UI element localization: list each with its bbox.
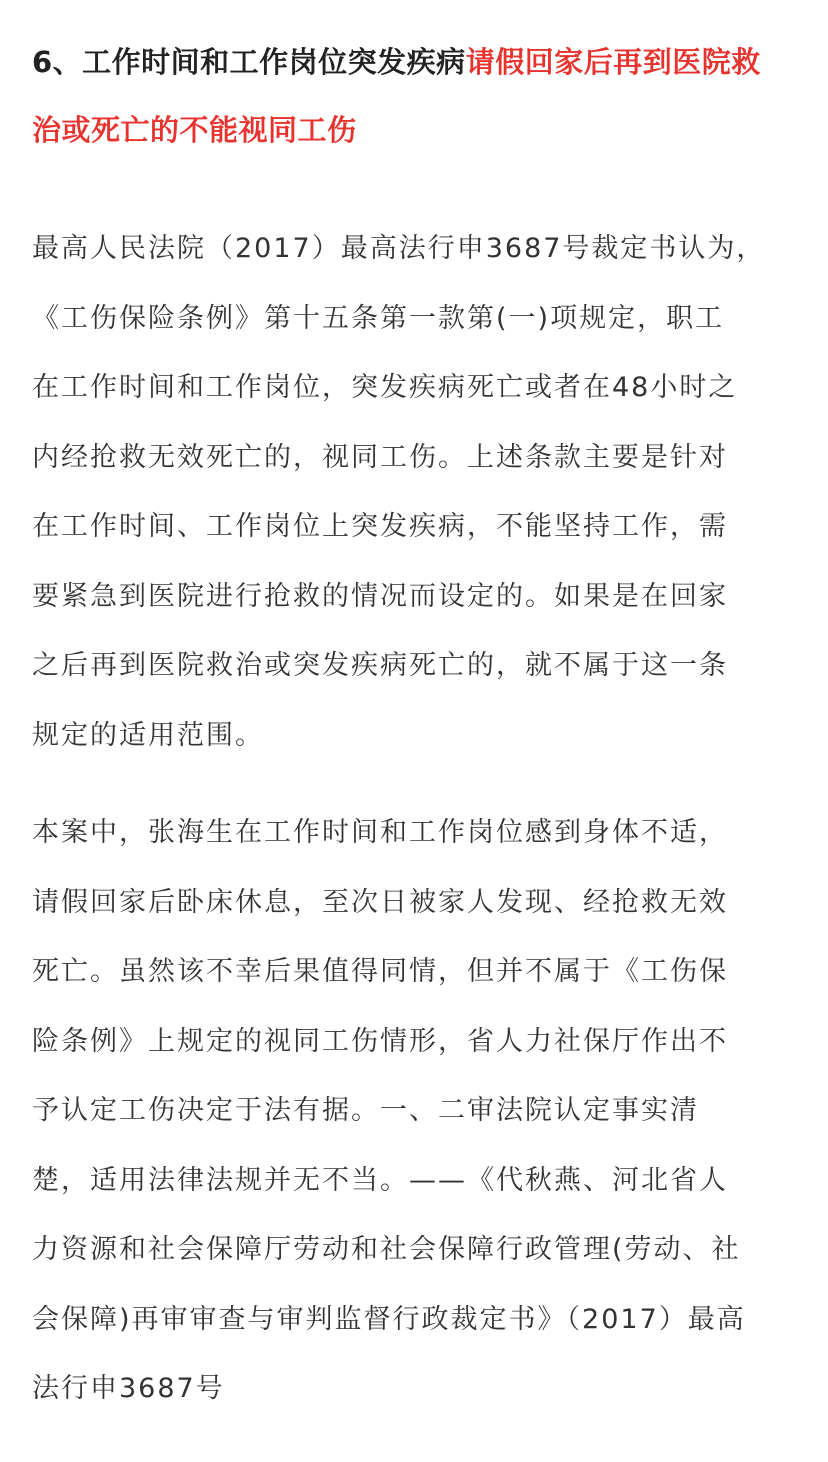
paragraph-line: 《工伤保险条例》第十五条第一款第(一)项规定，职工	[32, 302, 725, 334]
heading-prefix: 6、工作时间和工作岗位突发疾病	[32, 45, 466, 79]
paragraph-line: 最高人民法院（2017）最高法行申3687号裁定书认为，	[32, 233, 766, 264]
paragraph-line: 在工作时间和工作岗位，突发疾病死亡或者在48小时之	[32, 372, 738, 403]
paragraph-line: 险条例》上规定的视同工伤情形，省人力社保厅作出不	[32, 1025, 728, 1057]
heading-highlight-line1: 请假回家后再到医院救	[465, 45, 761, 79]
heading-highlight-line2: 治或死亡的不能视同工伤	[32, 113, 357, 147]
paragraph-line: 之后再到医院救治或突发疾病死亡的，就不属于这一条	[32, 650, 728, 681]
paragraph-case	[32, 798, 798, 1424]
paragraph-line: 死亡。虽然该不幸后果值得同情，但并不属于《工伤保	[32, 956, 728, 987]
paragraph-line: 在工作时间、工作岗位上突发疾病，不能坚持工作，需	[32, 511, 728, 542]
paragraph-line: 内经抢救无效死亡的，视同工伤。上述条款主要是针对	[32, 441, 728, 473]
paragraph-line: 本案中，张海生在工作时间和工作岗位感到身体不适，	[32, 817, 728, 848]
paragraph-line: 请假回家后卧床休息，至次日被家人发现、经抢救无效	[32, 886, 728, 918]
paragraph-line: 力资源和社会保障厅劳动和社会保障行政管理(劳动、社	[32, 1234, 741, 1265]
paragraph-line: 楚，适用法律法规并无不当。——《代秋燕、河北省人	[32, 1164, 728, 1196]
section-heading	[32, 28, 802, 164]
paragraph-line: 要紧急到医院进行抢救的情况而设定的。如果是在回家	[32, 580, 728, 612]
paragraph-ruling	[32, 214, 798, 770]
paragraph-line: 会保障)再审审查与审判监督行政裁定书》（2017）最高	[32, 1303, 746, 1335]
paragraph-line: 法行申3687号	[32, 1373, 225, 1404]
paragraph-line: 予认定工伤决定于法有据。一、二审法院认定事实清	[32, 1095, 699, 1126]
paragraph-line: 规定的适用范围。	[32, 719, 264, 751]
